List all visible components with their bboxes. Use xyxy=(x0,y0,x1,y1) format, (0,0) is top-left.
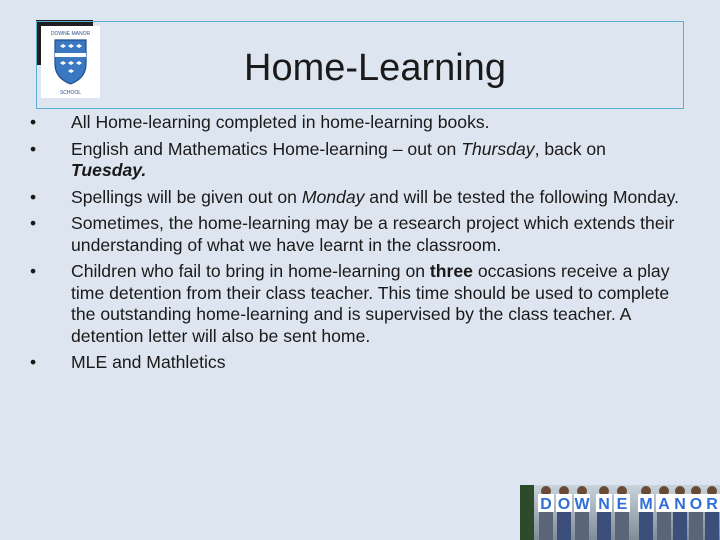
bullet-text: Spellings will be given out on xyxy=(71,186,302,207)
page-title: Home-Learning xyxy=(244,47,506,89)
bullet-text: Thursday xyxy=(461,138,535,159)
photo-letter: W xyxy=(574,496,590,513)
child-body xyxy=(539,511,553,540)
bullet-text: MLE and Mathletics xyxy=(71,352,226,372)
photo-letter: E xyxy=(616,496,628,513)
bullet-item xyxy=(30,261,680,347)
crest-text-bottom: SCHOOL xyxy=(59,90,82,96)
child-body xyxy=(615,511,629,540)
photo-letter: R xyxy=(706,496,718,513)
child-body xyxy=(597,511,611,540)
photo-letter: N xyxy=(598,496,610,513)
bullet-item xyxy=(30,139,680,182)
photo-letter: O xyxy=(689,496,703,513)
bullet-item xyxy=(30,187,680,209)
bullet-text: , back on xyxy=(534,138,606,159)
crest-text-top: DOWNE MANOR xyxy=(50,31,91,37)
bullet-item xyxy=(30,213,680,256)
child-body xyxy=(689,511,703,540)
child-body xyxy=(557,511,571,540)
child-body xyxy=(657,511,671,540)
child-body xyxy=(705,511,719,540)
bullet-text: and will be tested the following Monday. xyxy=(364,186,680,207)
photo-letter: O xyxy=(557,496,571,513)
photo-letter: M xyxy=(639,496,653,513)
photo-letter: A xyxy=(658,496,670,513)
bullet-text: All Home-learning completed in home-learning books. xyxy=(71,112,490,132)
children-photo xyxy=(520,485,720,540)
children-holding-letters-photo xyxy=(520,485,720,540)
photo-letter: D xyxy=(540,496,552,513)
bullet-list xyxy=(30,112,680,379)
bullet-text: occasions receive a play time detention from their class teacher. This time should be used to complete the outstanding home-learning and is supervised by the class teacher. A detention letter will also be sent home. xyxy=(71,261,670,346)
photo-letter: N xyxy=(674,496,686,513)
bullet-text: Children who fail to bring in home-learning on xyxy=(71,261,430,281)
bullet-text: English and Mathematics Home-learning – out on xyxy=(71,138,462,159)
bullet-text: Sometimes, the home-learning may be a research project which extends their understanding of what we have learnt in the classroom. xyxy=(71,213,675,255)
bullet-text: three xyxy=(429,261,473,281)
bullet-text: Tuesday. xyxy=(71,160,147,180)
child-body xyxy=(673,511,687,540)
bullet-text: Monday xyxy=(301,186,365,207)
bullet-item xyxy=(30,352,680,374)
bullet-item xyxy=(30,112,680,134)
child-body xyxy=(575,511,589,540)
child-body xyxy=(639,511,653,540)
